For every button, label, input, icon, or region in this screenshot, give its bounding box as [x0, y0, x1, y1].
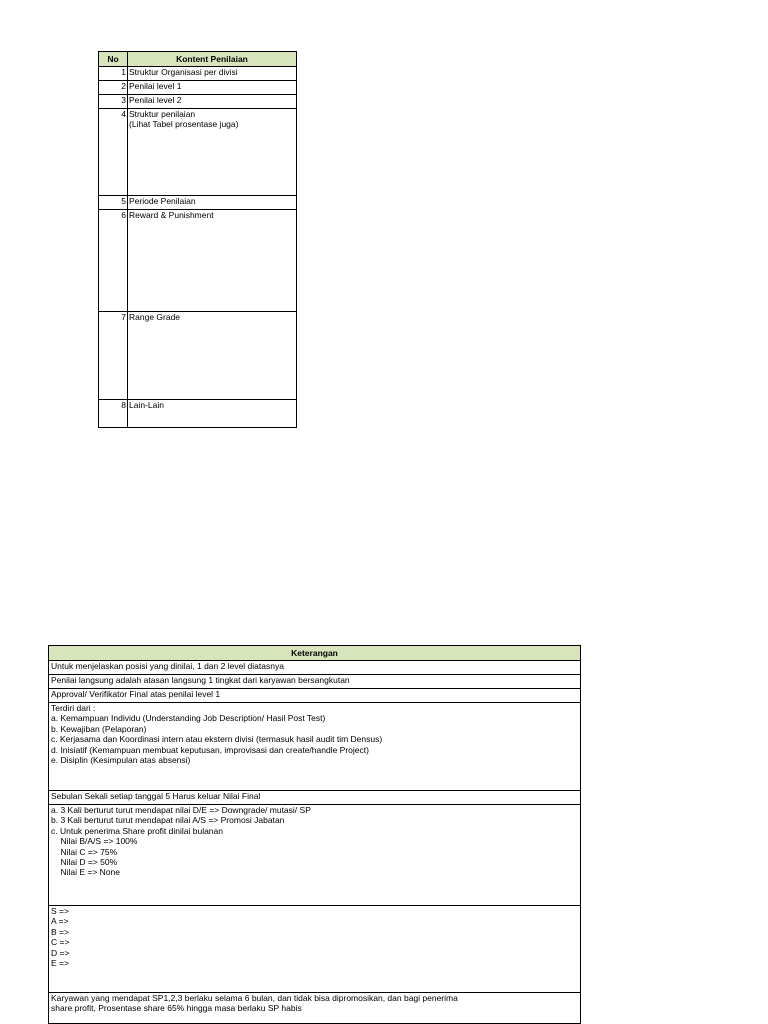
keterangan-cell: Terdiri dari : a. Kemampuan Individu (Understanding Job Description/ Hasil Post Test) b. Kewajiban (Pelaporan) c. Kerjasama dan Koordinasi intern atau ekstern divisi (termasuk hasil audit tim Densus) d. Inisiatif (Kemampuan membuat keputusan, improvisasi dan create/handle Project) e. Disiplin (Kesimpulan atas absensi): [49, 703, 581, 791]
keterangan-cell: Approval/ Verifikator Final atas penilai level 1: [49, 689, 581, 703]
row-number: 2: [99, 81, 128, 95]
table-row: [49, 805, 581, 906]
table-row: [49, 689, 581, 703]
row-number: 4: [99, 109, 128, 196]
keterangan-cell: S => A => B => C => D => E =>: [49, 906, 581, 993]
header-keterangan: Keterangan: [49, 646, 581, 661]
table-row: [49, 661, 581, 675]
row-content: Penilai level 1: [128, 81, 297, 95]
table-row: [99, 196, 297, 210]
row-content: Periode Penilaian: [128, 196, 297, 210]
row-content: Range Grade: [128, 312, 297, 400]
keterangan-cell: Untuk menjelaskan posisi yang dinilai, 1 dan 2 level diatasnya: [49, 661, 581, 675]
table-row: [49, 675, 581, 689]
content-table: [98, 51, 297, 428]
table-row: [99, 400, 297, 428]
row-number: 1: [99, 67, 128, 81]
row-number: 5: [99, 196, 128, 210]
keterangan-cell: Karyawan yang mendapat SP1,2,3 berlaku selama 6 bulan, dan tidak bisa dipromosikan, dan bagi penerima share profit, Prosentase share 65% hingga masa berlaku SP habis: [49, 993, 581, 1024]
table-row: [49, 703, 581, 791]
row-number: 7: [99, 312, 128, 400]
keterangan-cell: Sebulan Sekali setiap tanggal 5 Harus keluar Nilai Final: [49, 791, 581, 805]
row-number: 3: [99, 95, 128, 109]
row-number: 6: [99, 210, 128, 312]
table-row: [99, 81, 297, 95]
keterangan-table: [48, 645, 581, 1024]
table-row: [99, 67, 297, 81]
row-content: Penilai level 2: [128, 95, 297, 109]
table-row: [99, 312, 297, 400]
table-row: [49, 791, 581, 805]
row-content: Struktur penilaian (Lihat Tabel prosentase juga): [128, 109, 297, 196]
table-row: [49, 993, 581, 1024]
header-content: Kontent Penilaian: [128, 52, 297, 67]
row-content: Struktur Organisasi per divisi: [128, 67, 297, 81]
row-content: Reward & Punishment: [128, 210, 297, 312]
table-row: [99, 95, 297, 109]
keterangan-cell: Penilai langsung adalah atasan langsung 1 tingkat dari karyawan bersangkutan: [49, 675, 581, 689]
table-row: [99, 109, 297, 196]
table-row: [99, 210, 297, 312]
row-content: Lain-Lain: [128, 400, 297, 428]
keterangan-cell: a. 3 Kali berturut turut mendapat nilai D/E => Downgrade/ mutasi/ SP b. 3 Kali berturut turut mendapat nilai A/S => Promosi Jabatan c. Untuk penerima Share profit dinilai bulanan Nilai B/A/S => 100% Nilai C => 75% Nilai D => 50% Nilai E => None: [49, 805, 581, 906]
header-no: No: [99, 52, 128, 67]
row-number: 8: [99, 400, 128, 428]
table-row: [49, 906, 581, 993]
